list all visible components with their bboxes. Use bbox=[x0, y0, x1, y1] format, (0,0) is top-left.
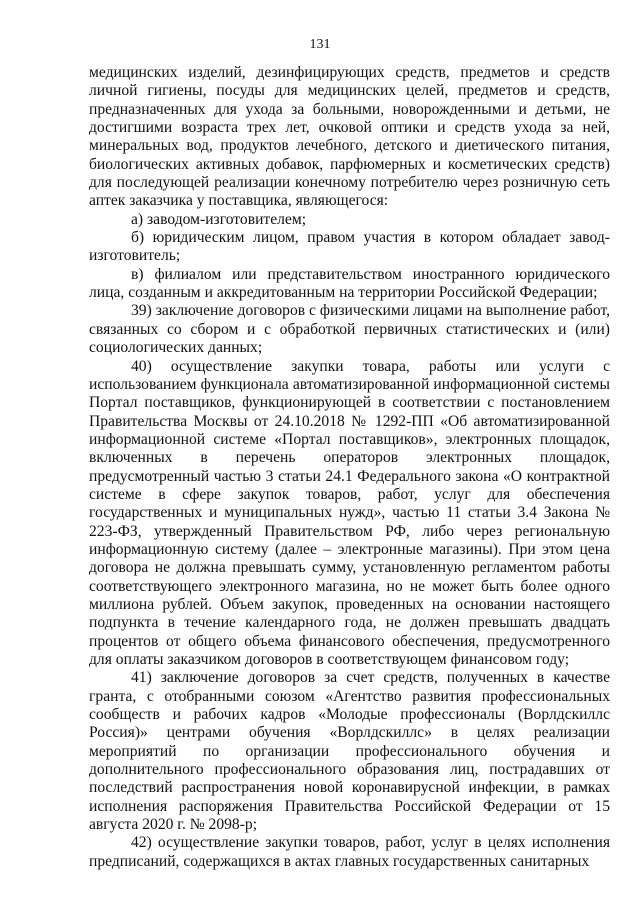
paragraph: в) филиалом или представительством иностранного юридического лица, созданным и аккредитованным на территории Российской Федерации; bbox=[89, 265, 610, 302]
paragraph: б) юридическим лицом, правом участия в котором обладает завод-изготовитель; bbox=[89, 229, 610, 265]
paragraph: а) заводом-изготовителем; bbox=[131, 210, 307, 228]
paragraph: 39) заключение договоров с физическими лицами на выполнение работ, связанных со сбором и с обработкой первичных статистических и (или) социологических данных; bbox=[89, 302, 610, 357]
paragraph: 40) осуществление закупки товара, работы или услуги с использованием функционала автоматизированной информационной системы Портал поставщиков, функционирующей в соответствии с постановлением Правительства Москвы от 24.10.2018 № 1292-ПП «Об автоматизированной информационной системе «Портал поставщиков», электронных площадок, включенных в перечень операторов электронных площадок, предусмотренный частью 3 статьи 24.1 Федерального закона «О контрактной системе в сфере закупок товаров, работ, услуг для обеспечения государственных и муниципальных нужд», частью 11 статьи 3.4 Закона № 223-ФЗ, утвержденный Правительством РФ, либо через региональную информационную систему (далее – электронные магазины). При этом цена договора не должна превышать сумму, установленную регламентом работы соответствующего электронного магазина, но не может быть более одного миллиона рублей. Объем закупок, проведенных на основании настоящего подпункта в течение календарного года, не должен превышать двадцать процентов от общего объема финансового обеспечения, предусмотренного для оплаты заказчиком договоров в соответствующем финансовом году; bbox=[89, 357, 610, 668]
paragraph: 41) заключение договоров за счет средств, полученных в качестве гранта, с отобранными союзом «Агентство развития профессиональных сообществ и рабочих кадров «Молодые профессионалы (Ворлдскиллс Россия)» центрами обучения «Ворлдскиллс» в целях реализации мероприятий по организации профессионального обучения и дополнительного профессионального образования лиц, пострадавших от последствий распространения новой коронавирусной инфекции, в рамках исполнения распоряжения Правительства Российской Федерации от 15 августа 2020 г. № 2098-р; bbox=[89, 669, 610, 834]
paragraph: 42) осуществление закупки товаров, работ, услуг в целях исполнения предписаний, содержащихся в актах главных государственных санитарных bbox=[89, 834, 610, 870]
page-number: 131 bbox=[309, 37, 331, 52]
paragraph: медицинских изделий, дезинфицирующих средств, предметов и средств личной гигиены, посуды для медицинских целей, предметов и средств, предназначенных для ухода за больными, новорожденными и детьми, не достигшими возраста трех лет, очковой оптики и средств ухода за ней, минеральных вод, продуктов лечебного, детского и диетического питания, биологических активных добавок, парфюмерных и косметических средств) для последующей реализации конечному потребителю через розничную сеть аптек заказчика у поставщика, являющегося: bbox=[89, 64, 610, 210]
document-body bbox=[89, 64, 610, 871]
